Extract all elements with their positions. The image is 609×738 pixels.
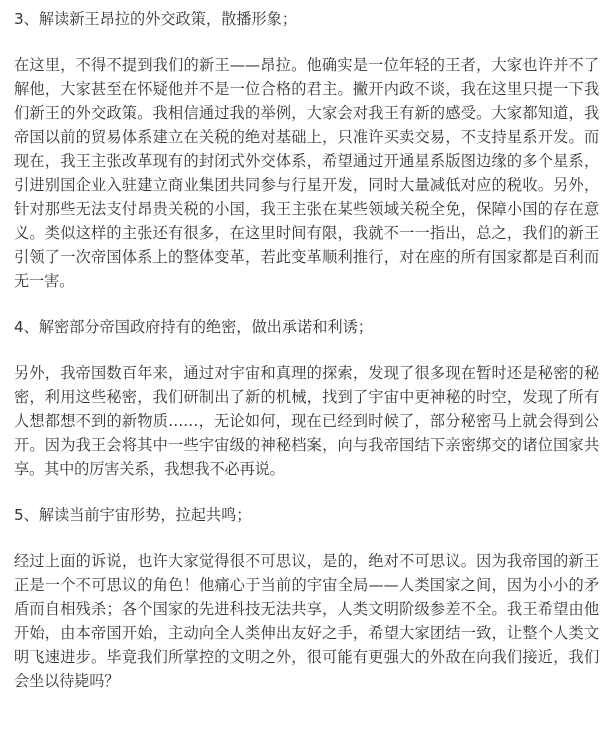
section-4-heading: 4、解密部分帝国政府持有的绝密，做出承诺和利诱； [14, 318, 373, 336]
spacer [14, 31, 599, 53]
spacer [14, 481, 599, 503]
section-3-body: 在这里，不得不提到我们的新王——昂拉。他确实是一位年轻的王者，大家也许并不了解他，大家甚至在怀疑他并不是一位合格的君主。撇开内政不谈，我在这里只提一下我们新王的外交政策。我相信通过我的举例，大家会对我王有新的感受。大家都知道，我帝国以前的贸易体系建立在关税的绝对基础上，只准许买卖交易，不支持星系开发。而现在，我王主张改革现有的封闭式外交体系，希望通过开通星系版图边缘的多个星系，引进别国企业入驻建立商业集团共同参与行星开发，同时大量减低对应的税收。另外，针对那些无法支付昂贵关税的小国，我王主张在某些领域关税全免，保障小国的存在意义。类似这样的主张还有很多，在这里时间有限，我就不一一指出，总之，我们的新王引领了一次帝国体系上的整体变革，若此变革顺利推行，对在座的所有国家都是百利而无一害。 [14, 56, 599, 290]
section-3-heading: 3、解读新王昂拉的外交政策，散播形象； [14, 10, 298, 28]
spacer [14, 293, 599, 315]
section-5-body: 经过上面的诉说，也许大家觉得很不可思议，是的，绝对不可思议。因为我帝国的新王正是一个不可思议的角色！他痛心于当前的宇宙全局——人类国家之间，因为小小的矛盾而自相残杀；各个国家的先进科技无法共享，人类文明阶级参差不全。我王希望由他开始，由本帝国开始，主动向全人类伸出友好之手，希望大家团结一致，让整个人类文明飞速进步。毕竟我们所掌控的文明之外，很可能有更强大的外敌在向我们接近，我们会坐以待毙吗？ [14, 552, 599, 690]
spacer [14, 339, 599, 361]
section-5-heading: 5、解读当前宇宙形势，拉起共鸣； [14, 506, 252, 524]
section-4-body: 另外，我帝国数百年来，通过对宇宙和真理的探索，发现了很多现在暂时还是秘密的秘密，利用这些秘密，我们研制出了新的机械，找到了宇宙中更神秘的时空，发现了所有人想都想不到的新物质……，无论如何，现在已经到时候了，部分秘密马上就会得到公开。因为我王会将其中一些宇宙级的神秘档案，向与我帝国结下亲密绑交的诸位国家共享。其中的厉害关系，我想我不必再说。 [14, 364, 599, 478]
spacer [14, 527, 599, 549]
